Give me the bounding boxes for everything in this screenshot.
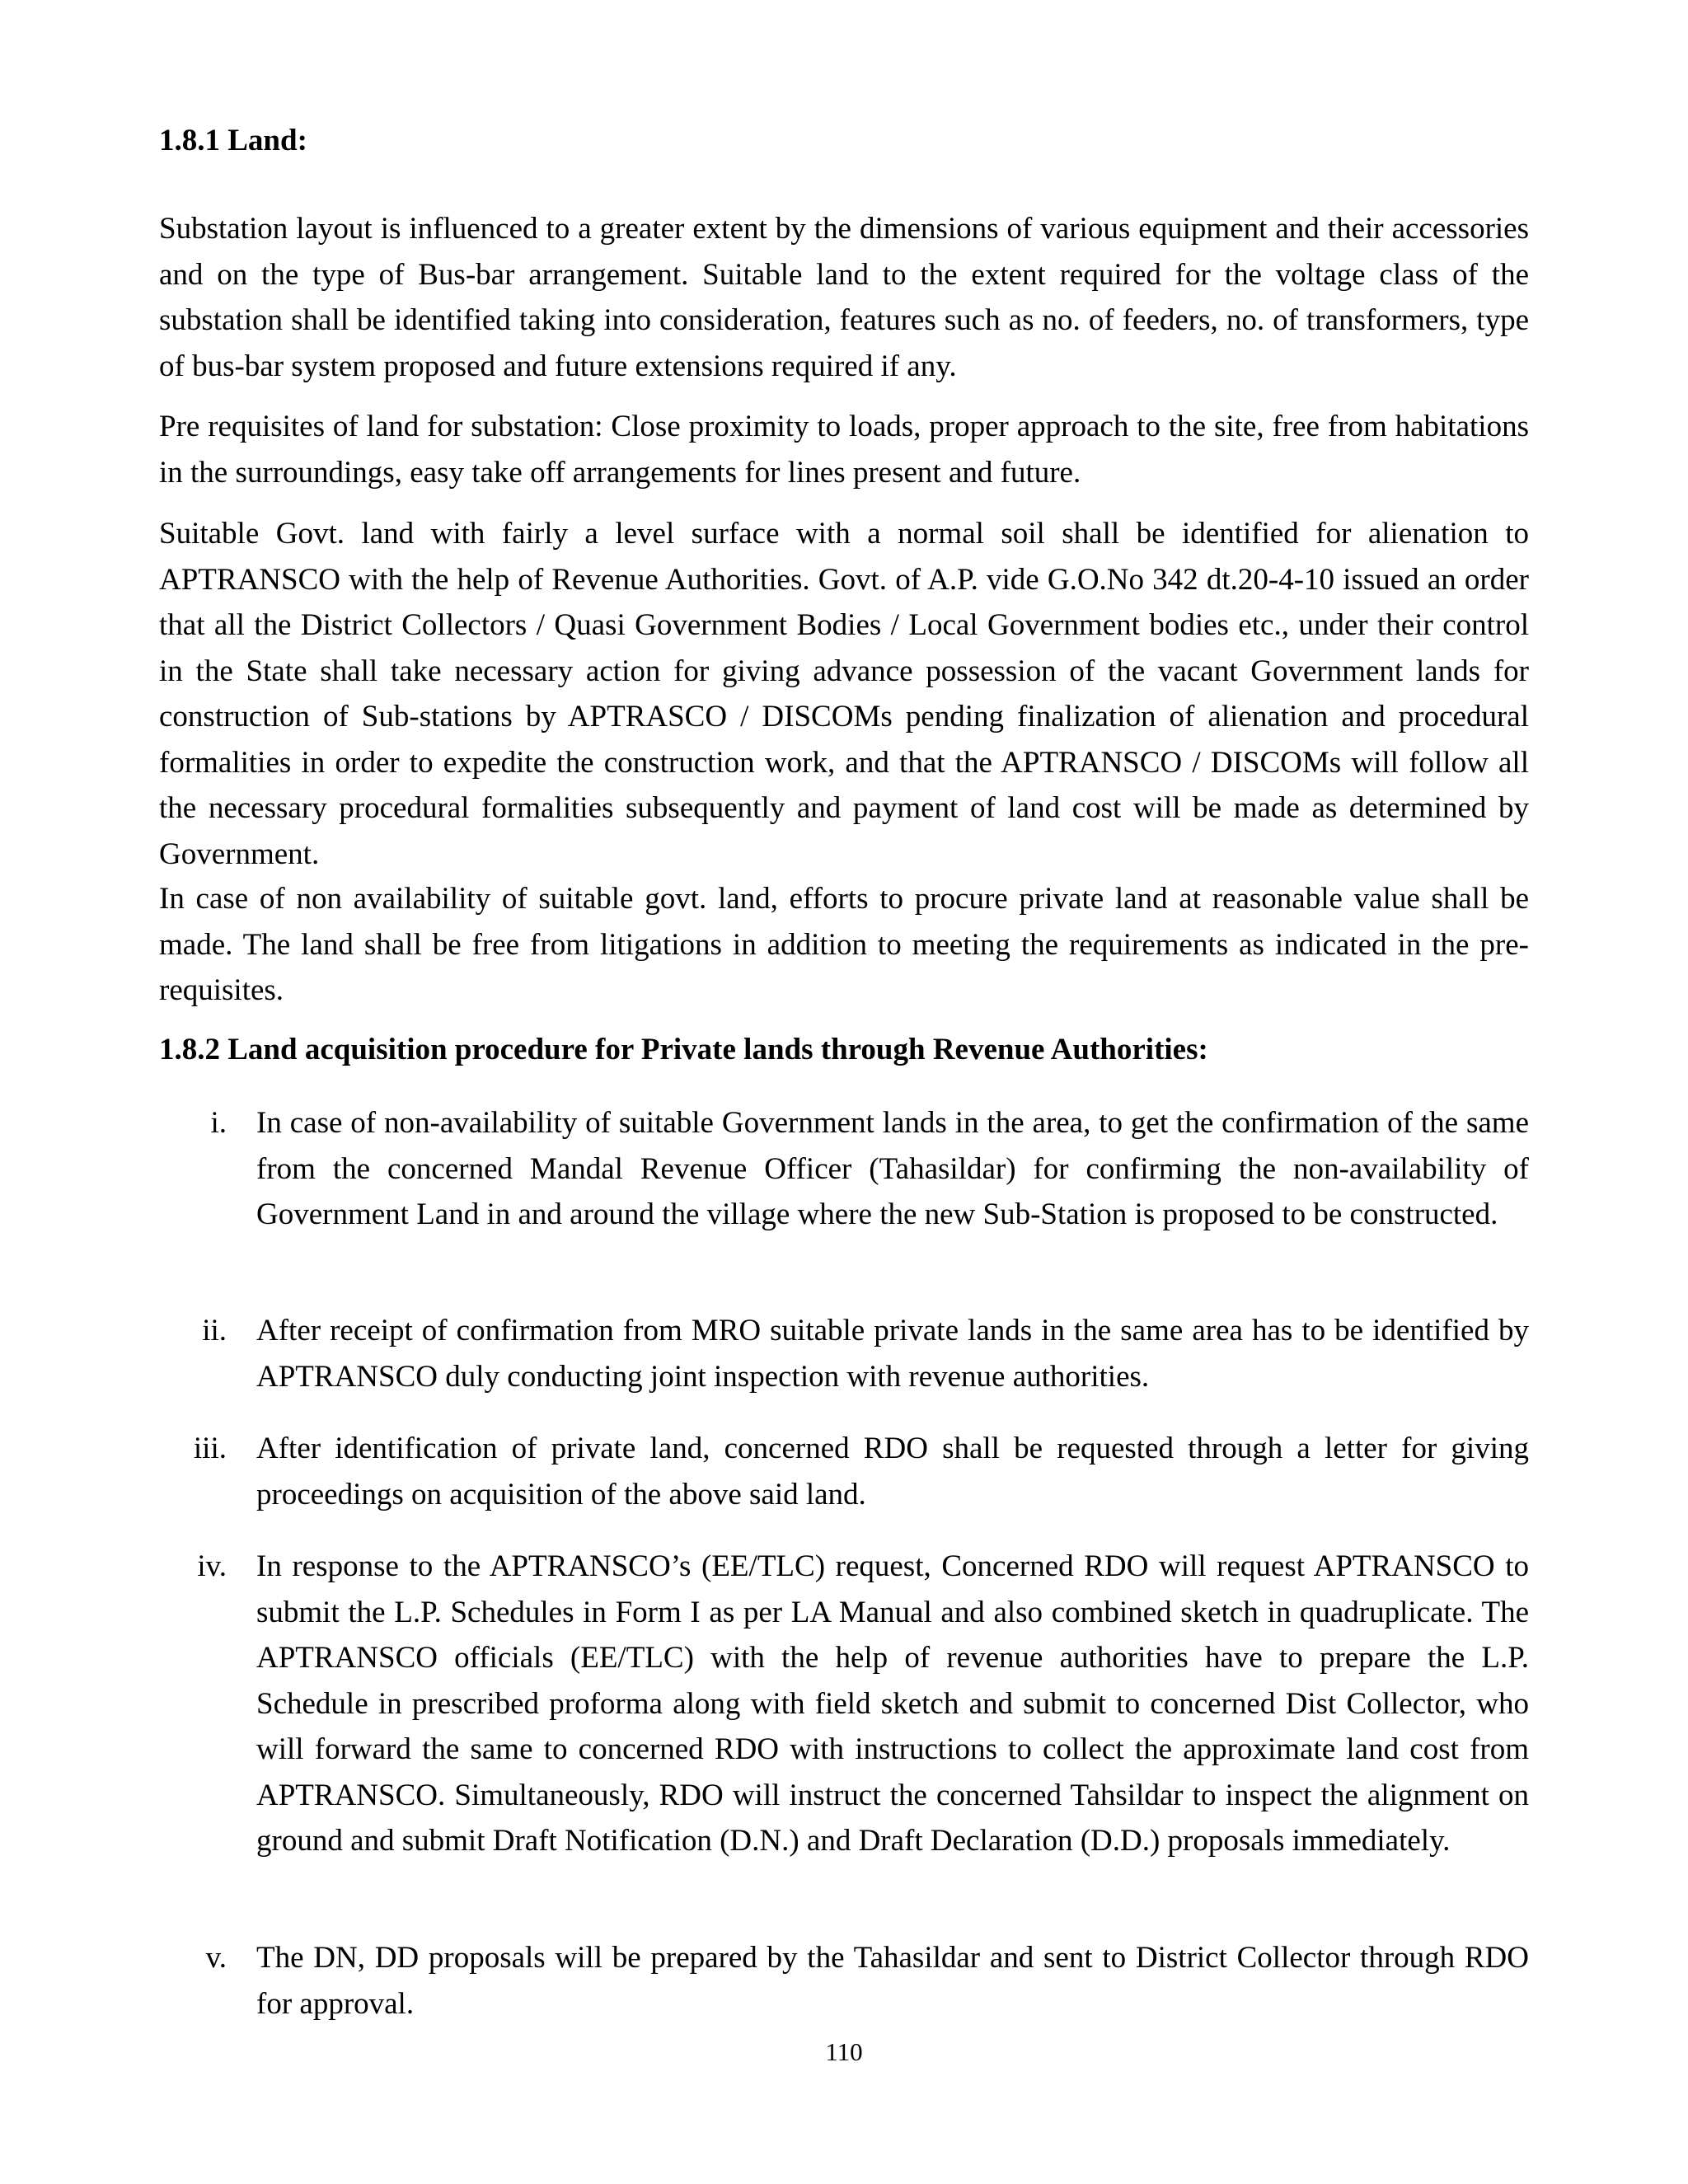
list-item-number: iv. [197, 1549, 227, 1583]
paragraph-govt-land: Suitable Govt. land with fairly a level surface with a normal soil shall be identified for alienation to APTRANSCO with the help of Revenue Authorities. Govt. of A.P. vide G.O.No 342 dt.20-4-10 issued an order that all the District Collectors / Quasi Government Bodies / Local Government bodies etc., under their control in the State shall take necessary action for giving advance possession of the vacant Government lands for construction of Sub-stations by APTRASCO / DISCOMs pending finalization of alienation and procedural formalities in order to expedite the construction work, and that the APTRANSCO / DISCOMs will follow all the necessary procedural formalities subsequently and payment of land cost will be made as determined by Government. [159, 517, 1529, 871]
list-item-number: i. [210, 1106, 227, 1140]
list-item-text: After receipt of confirmation from MRO suitable private lands in the same area has to be identified by APTRANSCO duly conducting joint inspection with revenue authorities. [256, 1314, 1529, 1394]
list-item-text: After identification of private land, concerned RDO shall be requested through a letter for giving proceedings on acquisition of the above said land. [256, 1432, 1529, 1511]
paragraph-layout: Substation layout is influenced to a greater extent by the dimensions of various equipment and their accessories and on the type of Bus-bar arrangement. Suitable land to the extent required for the voltage class of the substation shall be identified taking into consideration, features such as no. of feeders, no. of transformers, type of bus-bar system proposed and future extensions required if any. [159, 212, 1529, 383]
paragraph-private-land: In case of non availability of suitable govt. land, efforts to procure private land at reasonable value shall be made. The land shall be free from litigations in addition to meeting the requirements as indicated in the pre-requisites. [159, 882, 1529, 1007]
list-item-text: In case of non-availability of suitable Government lands in the area, to get the confirmation of the same from the concerned Mandal Revenue Officer (Tahasildar) for confirming the non-availability of Government Land in and around the village where the new Sub-Station is proposed to be constructed. [256, 1106, 1529, 1231]
list-item-text: The DN, DD proposals will be prepared by the Tahasildar and sent to District Collector through RDO for approval. [256, 1941, 1529, 2021]
list-item-number: iii. [193, 1432, 227, 1465]
paragraph-prerequisites: Pre requisites of land for substation: Close proximity to loads, proper approach to the site, free from habitations in the surroundings, easy take off arrangements for lines present and future. [159, 410, 1529, 490]
list-item-number: v. [205, 1941, 227, 1975]
page-number: 110 [825, 2037, 863, 2066]
section-heading-land: 1.8.1 Land: [159, 124, 307, 157]
list-item-number: ii. [202, 1314, 227, 1347]
section-heading-acquisition: 1.8.2 Land acquisition procedure for Private lands through Revenue Authorities: [159, 1033, 1208, 1066]
list-item-text: In response to the APTRANSCO’s (EE/TLC) request, Concerned RDO will request APTRANSCO to submit the L.P. Schedules in Form I as per LA Manual and also combined sketch in quadruplicate. The APTRANSCO officials (EE/TLC) with the help of revenue authorities have to prepare the L.P. Schedule in prescribed proforma along with field sketch and submit to concerned Dist Collector, who will forward the same to concerned RDO with instructions to collect the approximate land cost from APTRANSCO. Simultaneously, RDO will instruct the concerned Tahsildar to inspect the alignment on ground and submit Draft Notification (D.N.) and Draft Declaration (D.D.) proposals immediately. [256, 1549, 1529, 1858]
